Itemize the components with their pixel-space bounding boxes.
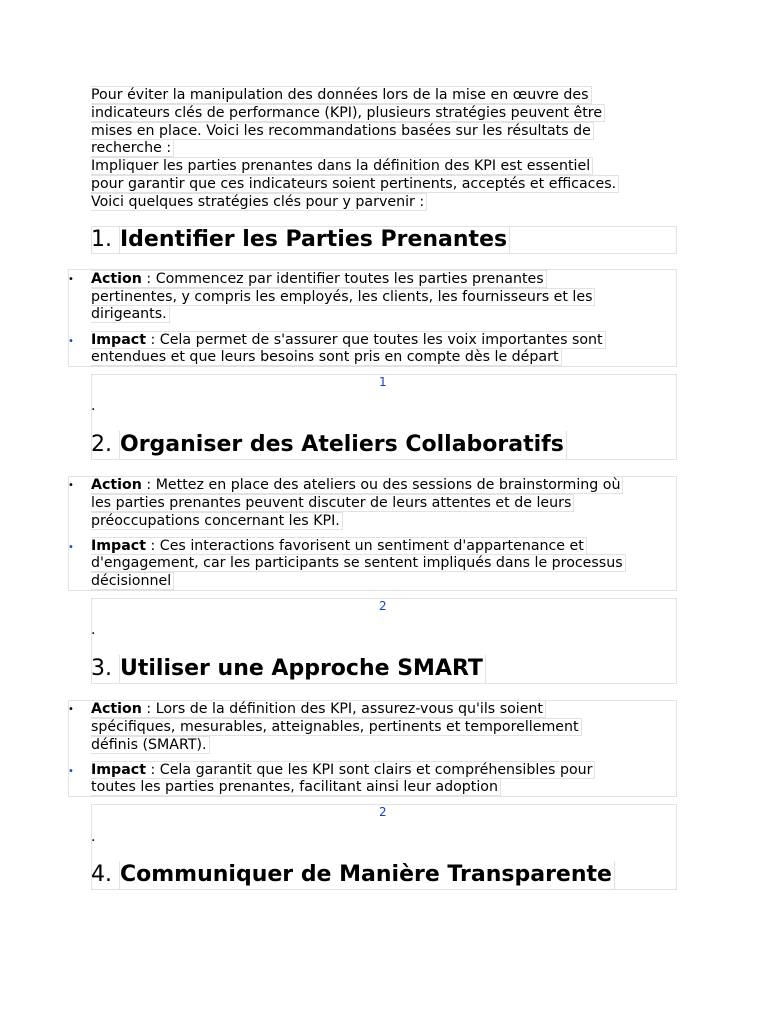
section-number: 3. — [91, 656, 112, 681]
period-mark: . — [91, 829, 96, 845]
action-line: préoccupations concernant les KPI. — [91, 512, 343, 530]
impact-line: d'engagement, car les participants se sentent impliqués dans le processus — [91, 554, 626, 572]
action-label: Action — [91, 701, 142, 717]
period-mark: . — [91, 622, 96, 638]
intro-line: recherche : — [91, 139, 174, 157]
reference-link[interactable]: 1 — [379, 375, 387, 389]
action-line: Action : Mettez en place des ateliers ou des sessions de brainstorming où — [91, 476, 623, 494]
section-heading — [91, 861, 615, 890]
section-number: 4. — [91, 862, 112, 887]
impact-line: décisionnel — [91, 572, 174, 590]
bullet-icon: • — [68, 542, 74, 553]
section-number: 2. — [91, 432, 112, 457]
action-line: les parties prenantes peuvent discuter de leurs attentes et de leurs — [91, 494, 574, 512]
impact-label: Impact — [91, 762, 146, 778]
bullet-icon: • — [68, 704, 74, 715]
action-line: Action : Commencez par identifier toutes les parties prenantes — [91, 270, 547, 288]
section-title: Utiliser une Approche SMART — [119, 655, 486, 683]
bullet-icon: • — [68, 766, 74, 777]
intro-line: mises en place. Voici les recommandations basées sur les résultats de — [91, 122, 594, 140]
section-heading — [91, 431, 567, 460]
action-line: Action : Lors de la définition des KPI, assurez-vous qu'ils soient — [91, 700, 546, 718]
bullet-icon: • — [68, 480, 74, 491]
reference-link[interactable]: 2 — [379, 599, 387, 613]
action-line: spécifiques, mesurables, atteignables, pertinents et temporellement — [91, 718, 582, 736]
period-mark: . — [91, 398, 96, 414]
impact-line: toutes les parties prenantes, facilitant ainsi leur adoption — [91, 778, 501, 796]
intro-line: indicateurs clés de performance (KPI), plusieurs stratégies peuvent être — [91, 104, 605, 122]
impact-line: Impact : Cela permet de s'assurer que toutes les voix importantes sont — [91, 331, 606, 349]
action-label: Action — [91, 271, 142, 287]
section-heading — [91, 655, 486, 684]
section-number: 1. — [91, 227, 112, 252]
action-line: dirigeants. — [91, 305, 170, 323]
impact-label: Impact — [91, 538, 146, 554]
impact-line: Impact : Cela garantit que les KPI sont clairs et compréhensibles pour — [91, 761, 595, 779]
section-heading — [91, 226, 510, 255]
section-title: Communiquer de Manière Transparente — [119, 861, 615, 889]
bullet-icon: • — [68, 336, 74, 347]
action-line: définis (SMART). — [91, 736, 210, 754]
impact-line: entendues et que leurs besoins sont pris en compte dès le départ — [91, 348, 562, 366]
intro-line: Impliquer les parties prenantes dans la définition des KPI est essentiel — [91, 157, 593, 175]
intro-line: Voici quelques stratégies clés pour y parvenir : — [91, 193, 427, 211]
bullet-icon: • — [68, 274, 74, 285]
section-title: Identifier les Parties Prenantes — [119, 226, 510, 254]
section-title: Organiser des Ateliers Collaboratifs — [119, 431, 567, 459]
action-label: Action — [91, 477, 142, 493]
action-line: pertinentes, y compris les employés, les clients, les fournisseurs et les — [91, 288, 595, 306]
impact-label: Impact — [91, 332, 146, 348]
intro-line: pour garantir que ces indicateurs soient pertinents, acceptés et efficaces. — [91, 175, 619, 193]
reference-link[interactable]: 2 — [379, 805, 387, 819]
impact-line: Impact : Ces interactions favorisent un sentiment d'appartenance et — [91, 537, 587, 555]
intro-line: Pour éviter la manipulation des données lors de la mise en œuvre des — [91, 86, 592, 104]
